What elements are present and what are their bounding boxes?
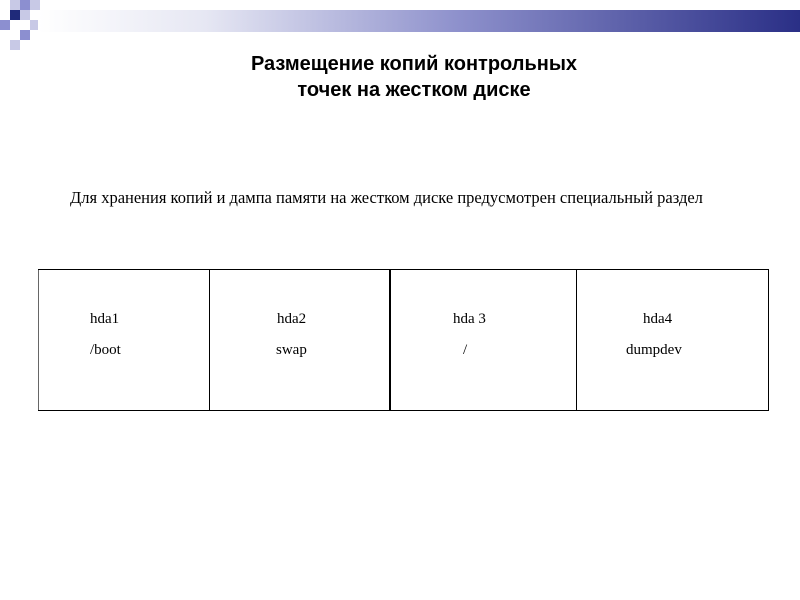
partition-mount: /boot (90, 342, 121, 358)
partition-cell (209, 270, 389, 410)
slide-title-line-1: Размещение копий контрольных (250, 53, 578, 75)
decor-square (0, 20, 10, 30)
partition-name: hda 3 (453, 311, 486, 327)
partition-cell (389, 270, 576, 410)
header-gradient-bar (38, 10, 800, 32)
partition-name: hda4 (643, 311, 673, 327)
decor-square (20, 10, 30, 20)
partition-cell (38, 270, 209, 410)
partition-table (38, 269, 769, 411)
decor-square (20, 0, 30, 10)
decor-square (10, 10, 20, 20)
partition-mount: / (463, 342, 468, 358)
body-paragraph: Для хранения копий и дампа памяти на жестком диске предусмотрен специальный раздел (70, 188, 703, 207)
slide-title-line-2: точек на жестком диске (297, 79, 531, 101)
decor-square (20, 30, 30, 40)
decor-square (10, 40, 20, 50)
partition-cell (576, 270, 769, 410)
decor-square (10, 0, 20, 10)
partition-name: hda2 (277, 311, 307, 327)
decor-square (30, 0, 40, 10)
partition-mount: swap (276, 342, 307, 358)
partition-name: hda1 (90, 311, 120, 327)
partition-mount: dumpdev (626, 342, 682, 358)
